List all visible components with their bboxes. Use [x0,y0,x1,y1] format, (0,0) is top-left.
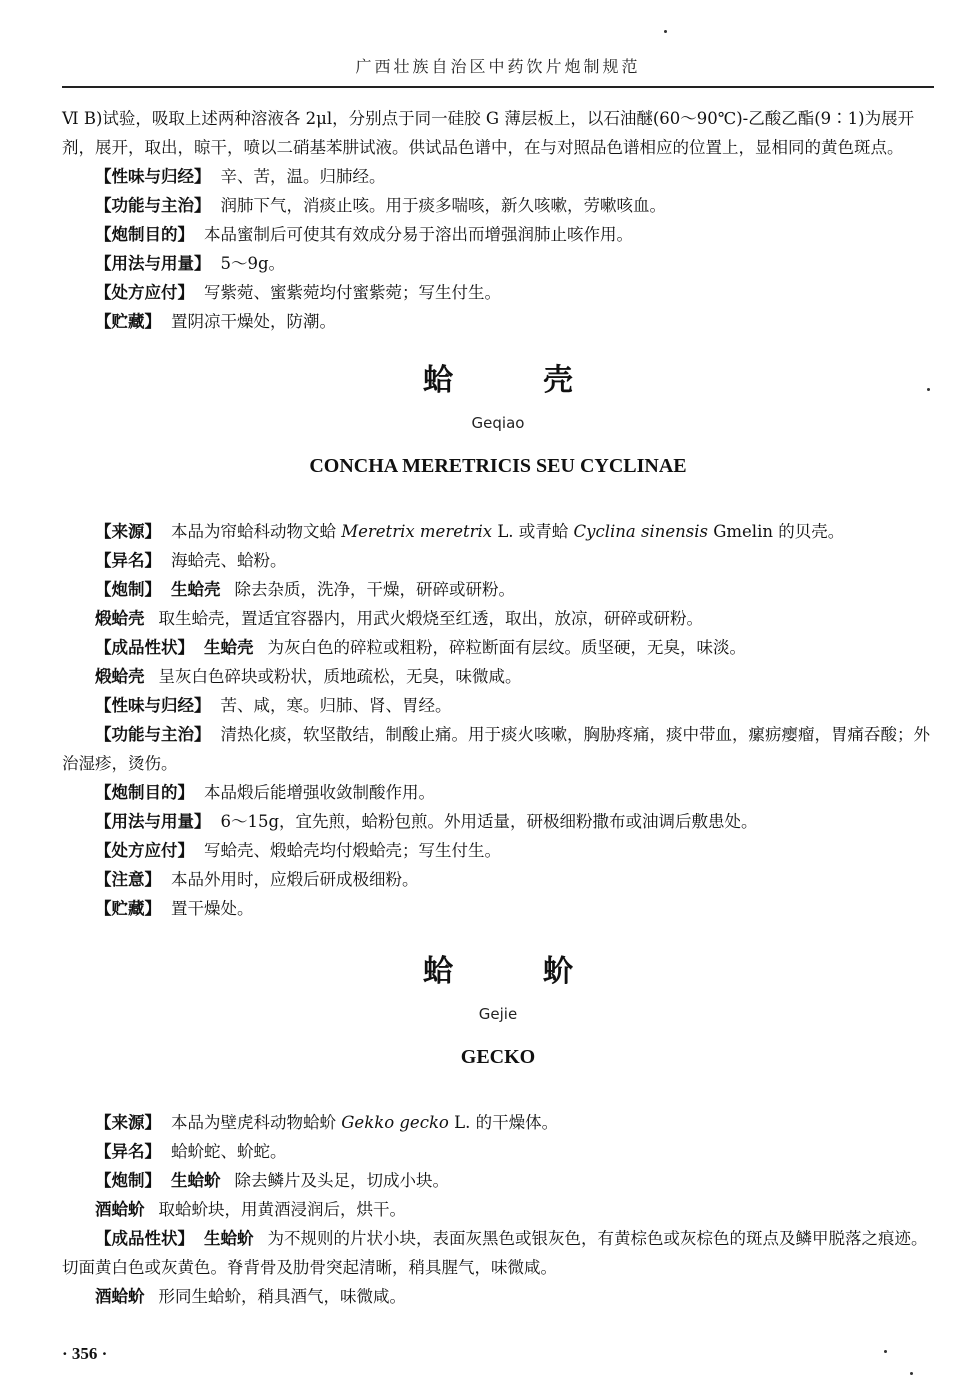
item-text: 海蛤壳、蛤粉。 [171,551,287,570]
entry-title: 蛤 壳 [423,363,603,398]
entry-item [62,720,934,778]
character-item [62,1282,934,1311]
item-text: 为不规则的片状小块，表面灰黑色或银灰色，有黄棕色或灰棕色的斑点及鳞甲脱落之痕迹。切面黄白色或灰黄色。脊背骨及肋骨突起清晰，稍具腥气，味微咸。 [62,1229,928,1277]
item-text: 取生蛤壳，置适宜容器内，用武火煅烧至红透，取出，放凉，研碎或研粉。 [158,609,703,628]
item-text: 为灰白色的碎粒或粗粉，碎粒断面有层纹。质坚硬，无臭，味淡。 [267,638,746,657]
latin-species: Gekko gecko [341,1113,449,1132]
item-tag: 【注意】 [95,870,161,889]
item-text: 本品外用时，应煅后研成极细粉。 [171,870,419,889]
item-text: 置阴凉干燥处，防潮。 [171,312,336,331]
prev-item [62,162,934,191]
item-tag: 【来源】 [95,522,161,541]
prev-continuation: Ⅵ B)试验，吸取上述两种溶液各 2μl，分别点于同一硅胶 G 薄层板上，以石油醚(60～90℃)-乙酸乙酯(9∶1)为展开剂，展开，取出，晾干，喷以二硝基苯肼试液。供试品色谱中，在与对照品色谱相应的位置上，显相同的黄色斑点。 [62,109,915,157]
entry-title: 蛤 蚧 [423,954,603,989]
item-text: 取蛤蚧块，用黄酒浸润后，烘干。 [158,1200,406,1219]
sub-heading: 酒蛤蚧 [95,1200,145,1219]
item-text: 5～9g。 [220,254,286,273]
source-item [62,517,934,546]
entry-item [62,894,934,923]
entry-pinyin: Geqiao [471,414,525,432]
item-text: 写紫菀、蜜紫菀均付蜜紫菀；写生付生。 [204,283,501,302]
entry-item [62,778,934,807]
character-item [62,662,934,691]
item-text: 润肺下气，消痰止咳。用于痰多喘咳，新久咳嗽，劳嗽咳血。 [220,196,666,215]
item-tag: 【性味与归经】 [95,167,211,186]
item-tag: 【用法与用量】 [95,254,211,273]
item-tag: 【炮制目的】 [95,783,194,802]
sub-heading: 酒蛤蚧 [95,1287,145,1306]
item-text: 本品煅后能增强收敛制酸作用。 [204,783,435,802]
entry-item [62,836,934,865]
sub-heading: 生蛤蚧 [171,1171,221,1190]
item-text: 除去鳞片及头足，切成小块。 [234,1171,449,1190]
sub-heading: 生蛤壳 [204,638,254,657]
processing-item [62,604,934,633]
item-text: Gmelin 的贝壳。 [707,522,845,541]
character-item [62,1224,934,1282]
item-text: 呈灰白色碎块或粉状，质地疏松，无臭，味微咸。 [158,667,522,686]
prev-item [62,307,934,336]
latin-species: Cyclina sinensis [573,522,708,541]
item-text: 除去杂质，洗净，干燥，研碎或研粉。 [234,580,515,599]
item-text: 写蛤壳、煅蛤壳均付煅蛤壳；写生付生。 [204,841,501,860]
scan-speck [664,30,667,33]
item-tag: 【贮藏】 [95,312,161,331]
sub-heading: 煅蛤壳 [95,667,145,686]
item-tag: 【贮藏】 [95,899,161,918]
header-rule [62,86,934,88]
page-body [62,104,934,1311]
entry-item [62,691,934,720]
item-tag: 【来源】 [95,1113,161,1132]
prev-item [62,220,934,249]
alias-item [62,546,934,575]
processing-item [62,1166,934,1195]
entry-item [62,807,934,836]
item-tag: 【异名】 [95,551,161,570]
scan-speck [927,388,930,391]
item-text: 本品蜜制后可使其有效成分易于溶出而增强润肺止咳作用。 [204,225,633,244]
item-tag: 【功能与主治】 [95,196,211,215]
scan-speck [910,1372,913,1375]
scan-speck [884,1350,887,1353]
sub-heading: 生蛤蚧 [204,1229,254,1248]
sub-heading: 生蛤壳 [171,580,221,599]
item-text: 置干燥处。 [171,899,254,918]
item-tag: 【成品性状】 [95,638,194,657]
entry-latin-name: CONCHA MERETRICIS SEU CYCLINAE [309,455,687,477]
item-tag: 【处方应付】 [95,283,194,302]
running-header: 广西壮族自治区中药饮片炮制规范 [355,57,641,76]
item-tag: 【性味与归经】 [95,696,211,715]
item-text: 本品为帘蛤科动物文蛤 [171,522,342,541]
item-text: 辛、苦，温。归肺经。 [220,167,386,186]
item-tag: 【成品性状】 [95,1229,194,1248]
item-tag: 【处方应付】 [95,841,194,860]
item-text: 苦、咸，寒。归肺、肾、胃经。 [220,696,452,715]
processing-item [62,575,934,604]
item-text: 6～15g，宜先煎，蛤粉包煎。外用适量，研极细粉撒布或油调后敷患处。 [220,812,758,831]
item-tag: 【炮制】 [95,580,161,599]
item-text: 清热化痰，软坚散结，制酸止痛。用于痰火咳嗽，胸胁疼痛，痰中带血，瘰疬瘿瘤，胃痛吞酸；外治湿疹，烫伤。 [62,725,930,773]
item-tag: 【异名】 [95,1142,161,1161]
item-text: L. 的干燥体。 [448,1113,559,1132]
entry-item [62,865,934,894]
prev-item [62,249,934,278]
item-text: L. 或青蛤 [492,522,574,541]
entry-latin-name: GECKO [460,1046,536,1068]
item-tag: 【炮制目的】 [95,225,194,244]
processing-item [62,1195,934,1224]
alias-item [62,1137,934,1166]
sub-heading: 煅蛤壳 [95,609,145,628]
page-number: · 356 · [62,1344,108,1363]
latin-species: Meretrix meretrix [341,522,493,541]
item-text: 形同生蛤蚧，稍具酒气，味微咸。 [158,1287,406,1306]
prev-item [62,191,934,220]
character-item [62,633,934,662]
item-tag: 【用法与用量】 [95,812,211,831]
item-tag: 【炮制】 [95,1171,161,1190]
item-tag: 【功能与主治】 [95,725,211,744]
prev-item [62,278,934,307]
entry-pinyin: Gejie [478,1005,518,1023]
item-text: 蛤蚧蛇、蚧蛇。 [171,1142,287,1161]
item-text: 本品为壁虎科动物蛤蚧 [171,1113,342,1132]
source-item [62,1108,934,1137]
